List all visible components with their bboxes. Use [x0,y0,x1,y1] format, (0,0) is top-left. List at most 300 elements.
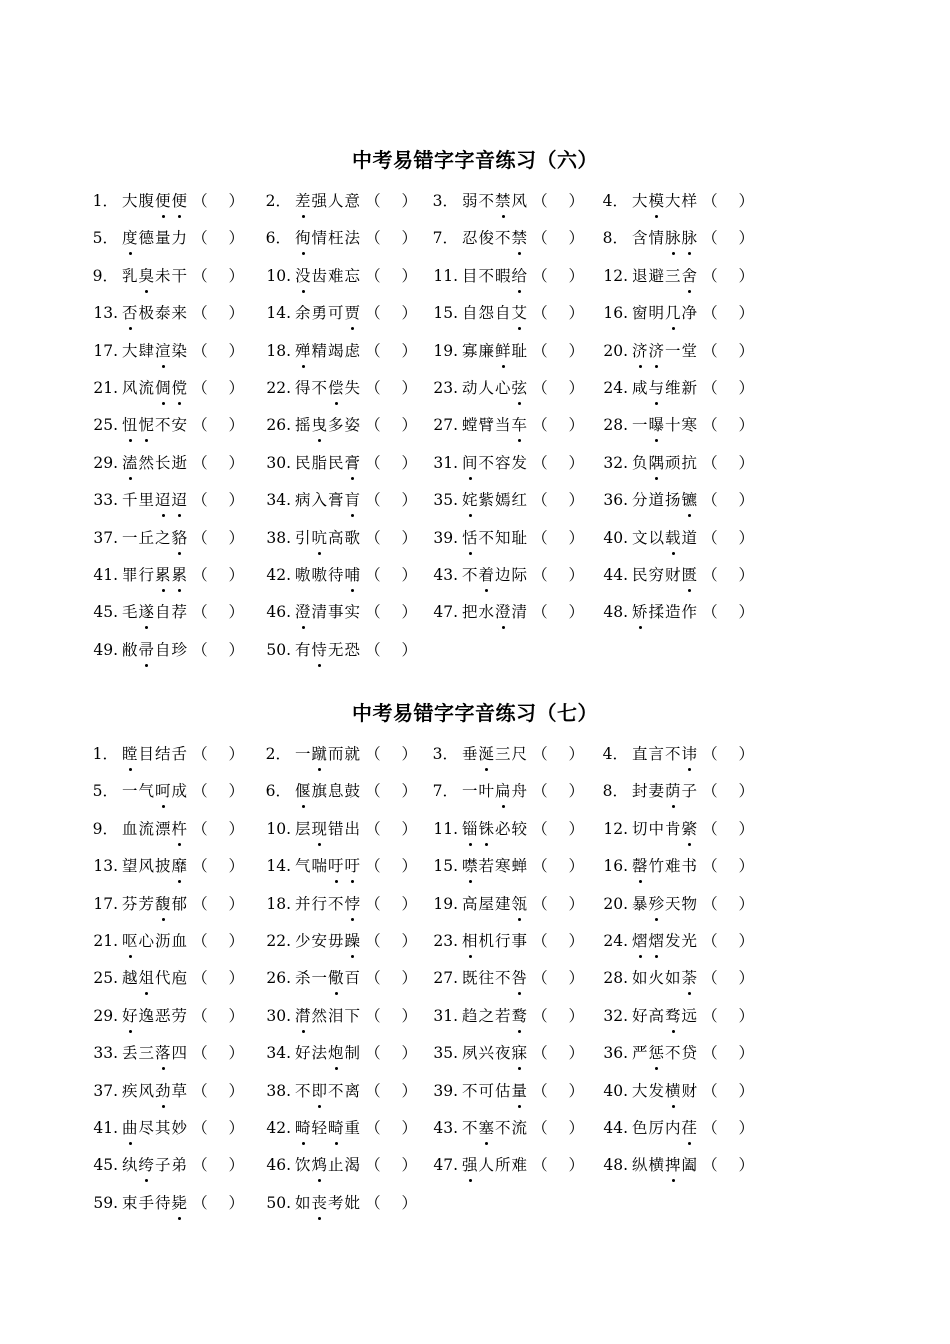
exercise-item [261,295,417,332]
answer-blank[interactable] [532,811,584,848]
answer-blank[interactable] [192,848,244,885]
idiom-text: 切中肯綮 [632,811,698,848]
item-number: 20. [603,342,628,360]
answer-blank[interactable] [532,557,584,594]
idiom-text: 间不容发 [462,445,528,482]
item-number: 10. [266,267,291,285]
close-paren: ） [738,267,755,285]
answer-blank[interactable] [192,407,244,444]
close-paren: ） [401,1044,418,1062]
answer-blank[interactable] [365,773,417,810]
idiom-text: 严惩不贷 [632,1035,698,1072]
exercise-item [261,1073,417,1110]
answer-blank[interactable] [365,295,417,332]
answer-blank[interactable] [192,1110,244,1147]
answer-blank[interactable] [532,220,584,257]
answer-blank[interactable] [192,1185,244,1222]
close-paren: ） [401,379,418,397]
idiom-text: 目不暇给 [462,258,528,295]
item-number: 50. [266,641,291,659]
exercise-item [88,1185,244,1222]
answer-blank[interactable] [192,773,244,810]
open-paren: （ [192,1194,208,1212]
close-paren: ） [568,192,585,210]
answer-blank[interactable] [532,960,584,997]
answer-blank[interactable] [365,1185,417,1222]
close-paren: ） [568,529,585,547]
answer-blank[interactable] [532,773,584,810]
exercise-item [261,1185,417,1222]
answer-blank[interactable] [192,445,244,482]
item-number: 48. [603,603,628,621]
answer-blank[interactable] [365,1110,417,1147]
answer-blank[interactable] [192,482,244,519]
answer-blank[interactable] [532,333,584,370]
answer-blank[interactable] [702,773,754,810]
idiom-text: 好法炮制 [295,1035,361,1072]
idiom-text: 一蹴而就 [295,736,361,773]
exercise-item [88,811,244,848]
close-paren: ） [738,529,755,547]
idiom-text: 窗明几净 [632,295,698,332]
close-paren: ） [568,932,585,950]
answer-blank[interactable] [532,1147,584,1184]
exercise-item [598,923,754,960]
idiom-text: 高屋建瓴 [462,886,528,923]
item-number: 34. [266,1044,291,1062]
close-paren: ） [401,603,418,621]
idiom-text: 嗷嗷待哺 [295,557,361,594]
close-paren: ） [401,745,418,763]
idiom-text: 引吭高歌 [295,520,361,557]
open-paren: （ [532,1156,548,1174]
answer-blank[interactable] [365,632,417,669]
item-number: 22. [266,932,291,950]
answer-blank[interactable] [702,1147,754,1184]
idiom-text: 风流倜傥 [122,370,188,407]
idiom-text: 摇曳多姿 [295,407,361,444]
idiom-text: 把水澄清 [462,594,528,631]
answer-blank[interactable] [192,1035,244,1072]
open-paren: （ [702,603,718,621]
answer-blank[interactable] [365,923,417,960]
answer-blank[interactable] [365,333,417,370]
answer-blank[interactable] [365,482,417,519]
close-paren: ） [401,1082,418,1100]
answer-blank[interactable] [702,183,754,220]
exercise-item [88,736,244,773]
exercise-item [428,886,584,923]
open-paren: （ [702,416,718,434]
exercise-item [428,557,584,594]
idiom-text: 并行不悖 [295,886,361,923]
open-paren: （ [192,857,208,875]
idiom-text: 溘然长逝 [122,445,188,482]
idiom-text: 一丘之貉 [122,520,188,557]
answer-blank[interactable] [365,960,417,997]
answer-blank[interactable] [532,520,584,557]
exercise-item [598,183,754,220]
close-paren: ） [401,566,418,584]
answer-blank[interactable] [192,333,244,370]
idiom-text: 动人心弦 [462,370,528,407]
answer-blank[interactable] [532,1035,584,1072]
open-paren: （ [192,745,208,763]
open-paren: （ [192,932,208,950]
open-paren: （ [365,1194,381,1212]
open-paren: （ [532,895,548,913]
exercise-item [88,220,244,257]
item-number: 7． [432,782,458,800]
exercise-item [428,482,584,519]
answer-blank[interactable] [365,370,417,407]
idiom-text: 曲尽其妙 [122,1110,188,1147]
answer-blank[interactable] [702,886,754,923]
item-number: 15. [433,857,458,875]
item-number: 21. [93,379,118,397]
open-paren: （ [192,895,208,913]
answer-blank[interactable] [532,370,584,407]
close-paren: ） [401,857,418,875]
item-number: 39. [433,529,458,547]
exercise-item [88,295,244,332]
item-number: 6． [265,782,291,800]
answer-blank[interactable] [702,923,754,960]
close-paren: ） [738,342,755,360]
open-paren: （ [365,192,381,210]
open-paren: （ [192,603,208,621]
item-number: 25. [93,969,118,987]
close-paren: ） [568,1082,585,1100]
idiom-text: 咸与维新 [632,370,698,407]
idiom-text: 好高骛远 [632,998,698,1035]
answer-blank[interactable] [702,998,754,1035]
answer-blank[interactable] [192,1073,244,1110]
answer-blank[interactable] [702,407,754,444]
idiom-text: 色厉内荏 [632,1110,698,1147]
answer-blank[interactable] [192,220,244,257]
answer-blank[interactable] [702,258,754,295]
answer-blank[interactable] [532,998,584,1035]
exercise-item [88,407,244,444]
answer-blank[interactable] [702,960,754,997]
answer-blank[interactable] [532,445,584,482]
answer-blank[interactable] [532,258,584,295]
close-paren: ） [738,820,755,838]
idiom-text: 如丧考妣 [295,1185,361,1222]
idiom-text: 罪行累累 [122,557,188,594]
item-number: 12. [603,267,628,285]
answer-blank[interactable] [532,886,584,923]
exercise-item [88,848,244,885]
open-paren: （ [192,342,208,360]
open-paren: （ [532,529,548,547]
answer-blank[interactable] [365,998,417,1035]
idiom-text: 文以载道 [632,520,698,557]
close-paren: ） [738,1156,755,1174]
item-number: 50. [266,1194,291,1212]
answer-blank[interactable] [365,557,417,594]
exercise-item [428,923,584,960]
answer-blank[interactable] [192,1147,244,1184]
idiom-text: 血流漂杵 [122,811,188,848]
exercise-item [428,183,584,220]
answer-blank[interactable] [365,520,417,557]
answer-blank[interactable] [702,295,754,332]
open-paren: （ [702,1007,718,1025]
answer-blank[interactable] [192,557,244,594]
item-number: 9． [92,820,118,838]
exercise-item [428,1110,584,1147]
open-paren: （ [532,566,548,584]
item-number: 14. [266,304,291,322]
answer-blank[interactable] [532,1110,584,1147]
answer-blank[interactable] [192,736,244,773]
item-number: 16. [603,857,628,875]
answer-blank[interactable] [702,370,754,407]
answer-blank[interactable] [365,407,417,444]
answer-blank[interactable] [532,1073,584,1110]
close-paren: ） [401,895,418,913]
open-paren: （ [365,782,381,800]
answer-blank[interactable] [192,594,244,631]
item-number: 10. [266,820,291,838]
close-paren: ） [568,454,585,472]
answer-blank[interactable] [702,520,754,557]
answer-blank[interactable] [532,848,584,885]
close-paren: ） [401,304,418,322]
close-paren: ） [738,416,755,434]
answer-blank[interactable] [192,998,244,1035]
answer-blank[interactable] [365,1035,417,1072]
item-number: 23. [433,932,458,950]
answer-blank[interactable] [365,886,417,923]
answer-blank[interactable] [702,220,754,257]
open-paren: （ [702,1082,718,1100]
item-number: 3． [432,192,458,210]
close-paren: ） [568,895,585,913]
close-paren: ） [228,745,245,763]
item-number: 4． [602,745,628,763]
answer-blank[interactable] [532,736,584,773]
answer-blank[interactable] [702,594,754,631]
close-paren: ） [228,895,245,913]
answer-blank[interactable] [702,557,754,594]
exercise-item [598,594,754,631]
open-paren: （ [365,895,381,913]
item-number: 40. [603,1082,628,1100]
item-number: 30. [266,454,291,472]
item-number: 13. [93,304,118,322]
open-paren: （ [365,932,381,950]
close-paren: ） [228,267,245,285]
answer-blank[interactable] [532,594,584,631]
answer-blank[interactable] [702,848,754,885]
answer-blank[interactable] [532,407,584,444]
item-number: 27. [433,416,458,434]
idiom-text: 瞠目结舌 [122,736,188,773]
close-paren: ） [568,416,585,434]
exercise-item [598,886,754,923]
item-number: 14. [266,857,291,875]
answer-blank[interactable] [702,445,754,482]
open-paren: （ [702,229,718,247]
item-number: 47. [433,603,458,621]
exercise-item [88,773,244,810]
idiom-text: 熠熠发光 [632,923,698,960]
item-number: 41. [93,566,118,584]
close-paren: ） [568,304,585,322]
close-paren: ） [738,454,755,472]
idiom-text: 否极泰来 [122,295,188,332]
close-paren: ） [401,1156,418,1174]
answer-blank[interactable] [702,811,754,848]
answer-blank[interactable] [365,1147,417,1184]
item-number: 49. [93,641,118,659]
item-number: 26. [266,416,291,434]
answer-blank[interactable] [365,811,417,848]
answer-blank[interactable] [702,333,754,370]
open-paren: （ [192,1119,208,1137]
open-paren: （ [192,1082,208,1100]
answer-blank[interactable] [532,482,584,519]
open-paren: （ [192,820,208,838]
close-paren: ） [401,454,418,472]
item-number: 5． [92,782,118,800]
exercise-item [598,295,754,332]
idiom-text: 大腹便便 [122,183,188,220]
answer-blank[interactable] [702,1073,754,1110]
item-number: 40. [603,529,628,547]
exercise-item [428,736,584,773]
open-paren: （ [365,1007,381,1025]
answer-blank[interactable] [192,258,244,295]
item-number: 16. [603,304,628,322]
answer-blank[interactable] [532,295,584,332]
exercise-item [261,736,417,773]
close-paren: ） [738,379,755,397]
answer-blank[interactable] [365,258,417,295]
answer-blank[interactable] [365,848,417,885]
open-paren: （ [532,782,548,800]
answer-blank[interactable] [365,594,417,631]
idiom-text: 大肆渲染 [122,333,188,370]
idiom-text: 大模大样 [632,183,698,220]
idiom-text: 矫揉造作 [632,594,698,631]
idiom-text: 寡廉鲜耻 [462,333,528,370]
answer-blank[interactable] [192,183,244,220]
item-number: 36. [603,1044,628,1062]
item-number: 17. [93,895,118,913]
close-paren: ） [568,745,585,763]
answer-blank[interactable] [192,923,244,960]
item-number: 46. [266,603,291,621]
answer-blank[interactable] [192,960,244,997]
idiom-text: 负隅顽抗 [632,445,698,482]
idiom-text: 相机行事 [462,923,528,960]
exercise-item [261,886,417,923]
idiom-text: 封妻荫子 [632,773,698,810]
open-paren: （ [532,1007,548,1025]
open-paren: （ [192,782,208,800]
open-paren: （ [702,379,718,397]
open-paren: （ [702,304,718,322]
close-paren: ） [568,342,585,360]
exercise-item [88,594,244,631]
exercise-item [428,407,584,444]
answer-blank[interactable] [365,736,417,773]
item-number: 29. [93,454,118,472]
answer-blank[interactable] [192,370,244,407]
close-paren: ） [228,857,245,875]
close-paren: ） [568,603,585,621]
item-number: 8． [602,782,628,800]
item-number: 44. [603,1119,628,1137]
close-paren: ） [401,491,418,509]
item-number: 1． [92,192,118,210]
item-number: 31. [433,1007,458,1025]
answer-blank[interactable] [365,183,417,220]
item-number: 23. [433,379,458,397]
close-paren: ） [738,782,755,800]
answer-blank[interactable] [702,1110,754,1147]
answer-blank[interactable] [702,1035,754,1072]
answer-blank[interactable] [192,886,244,923]
idiom-text: 分道扬镳 [632,482,698,519]
open-paren: （ [365,416,381,434]
answer-blank[interactable] [365,1073,417,1110]
exercise-item [261,370,417,407]
exercise-item [598,848,754,885]
item-number: 2． [265,192,291,210]
answer-blank[interactable] [532,183,584,220]
idiom-text: 自怨自艾 [462,295,528,332]
close-paren: ） [228,1194,245,1212]
item-number: 32. [603,454,628,472]
idiom-text: 含情脉脉 [632,220,698,257]
idiom-text: 有恃无恐 [295,632,361,669]
answer-blank[interactable] [365,220,417,257]
open-paren: （ [702,857,718,875]
item-number: 22. [266,379,291,397]
exercise-item [261,848,417,885]
answer-blank[interactable] [192,520,244,557]
answer-blank[interactable] [192,295,244,332]
close-paren: ） [738,566,755,584]
answer-blank[interactable] [702,736,754,773]
close-paren: ） [738,304,755,322]
open-paren: （ [192,529,208,547]
open-paren: （ [192,267,208,285]
exercise-item [428,848,584,885]
answer-blank[interactable] [702,482,754,519]
answer-blank[interactable] [365,445,417,482]
idiom-text: 呕心沥血 [122,923,188,960]
close-paren: ） [568,491,585,509]
exercise-item [261,333,417,370]
idiom-text: 畸轻畸重 [295,1110,361,1147]
answer-blank[interactable] [532,923,584,960]
answer-blank[interactable] [192,632,244,669]
close-paren: ） [568,782,585,800]
answer-blank[interactable] [192,811,244,848]
item-number: 34. [266,491,291,509]
close-paren: ） [401,782,418,800]
item-number: 18. [266,342,291,360]
item-number: 31. [433,454,458,472]
close-paren: ） [401,416,418,434]
close-paren: ） [568,1156,585,1174]
